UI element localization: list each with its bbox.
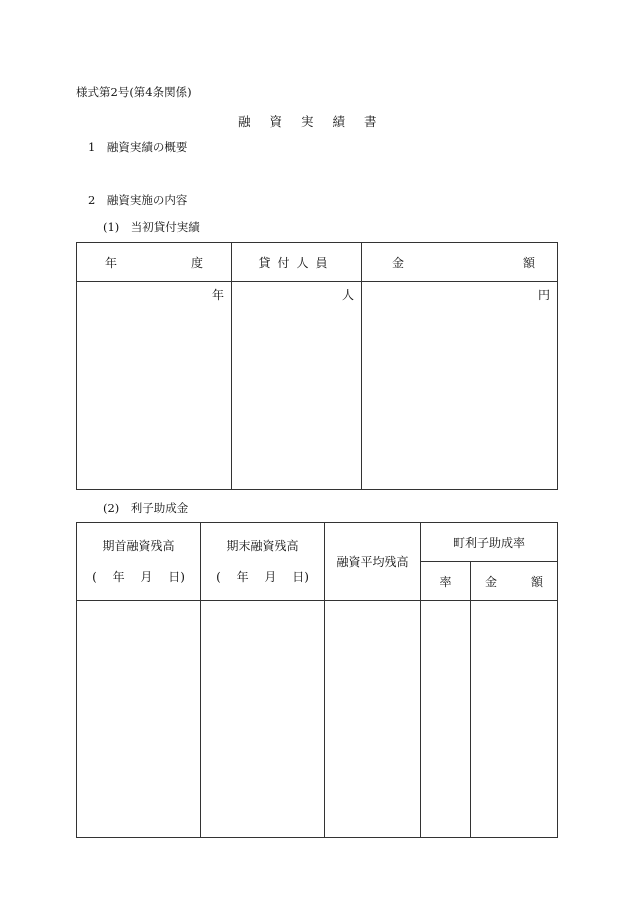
form-number: 様式第2号(第4条関係)	[76, 85, 192, 99]
unit-year: 年	[211, 288, 224, 302]
subsection-interest-subsidy-heading: (2) 利子助成金	[103, 501, 189, 515]
header-amount	[362, 243, 558, 282]
cell-subsidy-amount[interactable]	[471, 601, 558, 838]
header-subsidy-amount-part1: 金	[485, 574, 498, 589]
header-town-rate	[421, 523, 558, 562]
header-avg-balance	[325, 523, 421, 601]
table-row	[77, 282, 558, 490]
header-year-part1: 年	[105, 255, 118, 270]
header-start-balance-label: 期首融資残高	[102, 538, 175, 553]
document-title: 融資実績書	[238, 114, 396, 129]
header-rate-label: 率	[439, 574, 452, 589]
header-end-balance-label: 期末融資残高	[226, 538, 299, 553]
header-year-part2: 度	[190, 255, 203, 270]
cell-avg-balance[interactable]	[325, 601, 421, 838]
cell-year[interactable]	[77, 282, 232, 490]
header-subsidy-amount-part2: 額	[531, 574, 544, 589]
table-header-row	[77, 523, 558, 562]
header-year	[77, 243, 232, 282]
header-amount-part2: 額	[522, 255, 535, 270]
cell-amount[interactable]	[362, 282, 558, 490]
header-start-balance-date: ( 年 月 日)	[92, 569, 185, 584]
table-header-row	[77, 243, 558, 282]
header-avg-balance-label: 融資平均残高	[336, 555, 409, 569]
header-borrowers	[232, 243, 362, 282]
cell-start-balance[interactable]	[77, 601, 201, 838]
initial-loans-table	[76, 242, 558, 490]
header-town-rate-label: 町利子助成率	[453, 535, 526, 550]
subsection-initial-loans-heading: (1) 当初貸付実績	[103, 220, 200, 234]
unit-people: 人	[341, 288, 354, 302]
cell-borrowers[interactable]	[232, 282, 362, 490]
table-row	[77, 601, 558, 838]
header-rate	[421, 562, 471, 601]
interest-subsidy-table	[76, 522, 558, 838]
header-borrowers-label: 貸付人員	[258, 255, 335, 270]
cell-rate[interactable]	[421, 601, 471, 838]
unit-yen: 円	[537, 288, 550, 302]
header-end-balance-date: ( 年 月 日)	[216, 569, 309, 584]
section-overview-heading: 1 融資実績の概要	[88, 140, 188, 154]
header-subsidy-amount	[471, 562, 558, 601]
header-end-balance	[201, 523, 325, 601]
section-details-heading: 2 融資実施の内容	[88, 193, 188, 207]
header-start-balance	[77, 523, 201, 601]
header-amount-part1: 金	[392, 255, 405, 270]
cell-end-balance[interactable]	[201, 601, 325, 838]
